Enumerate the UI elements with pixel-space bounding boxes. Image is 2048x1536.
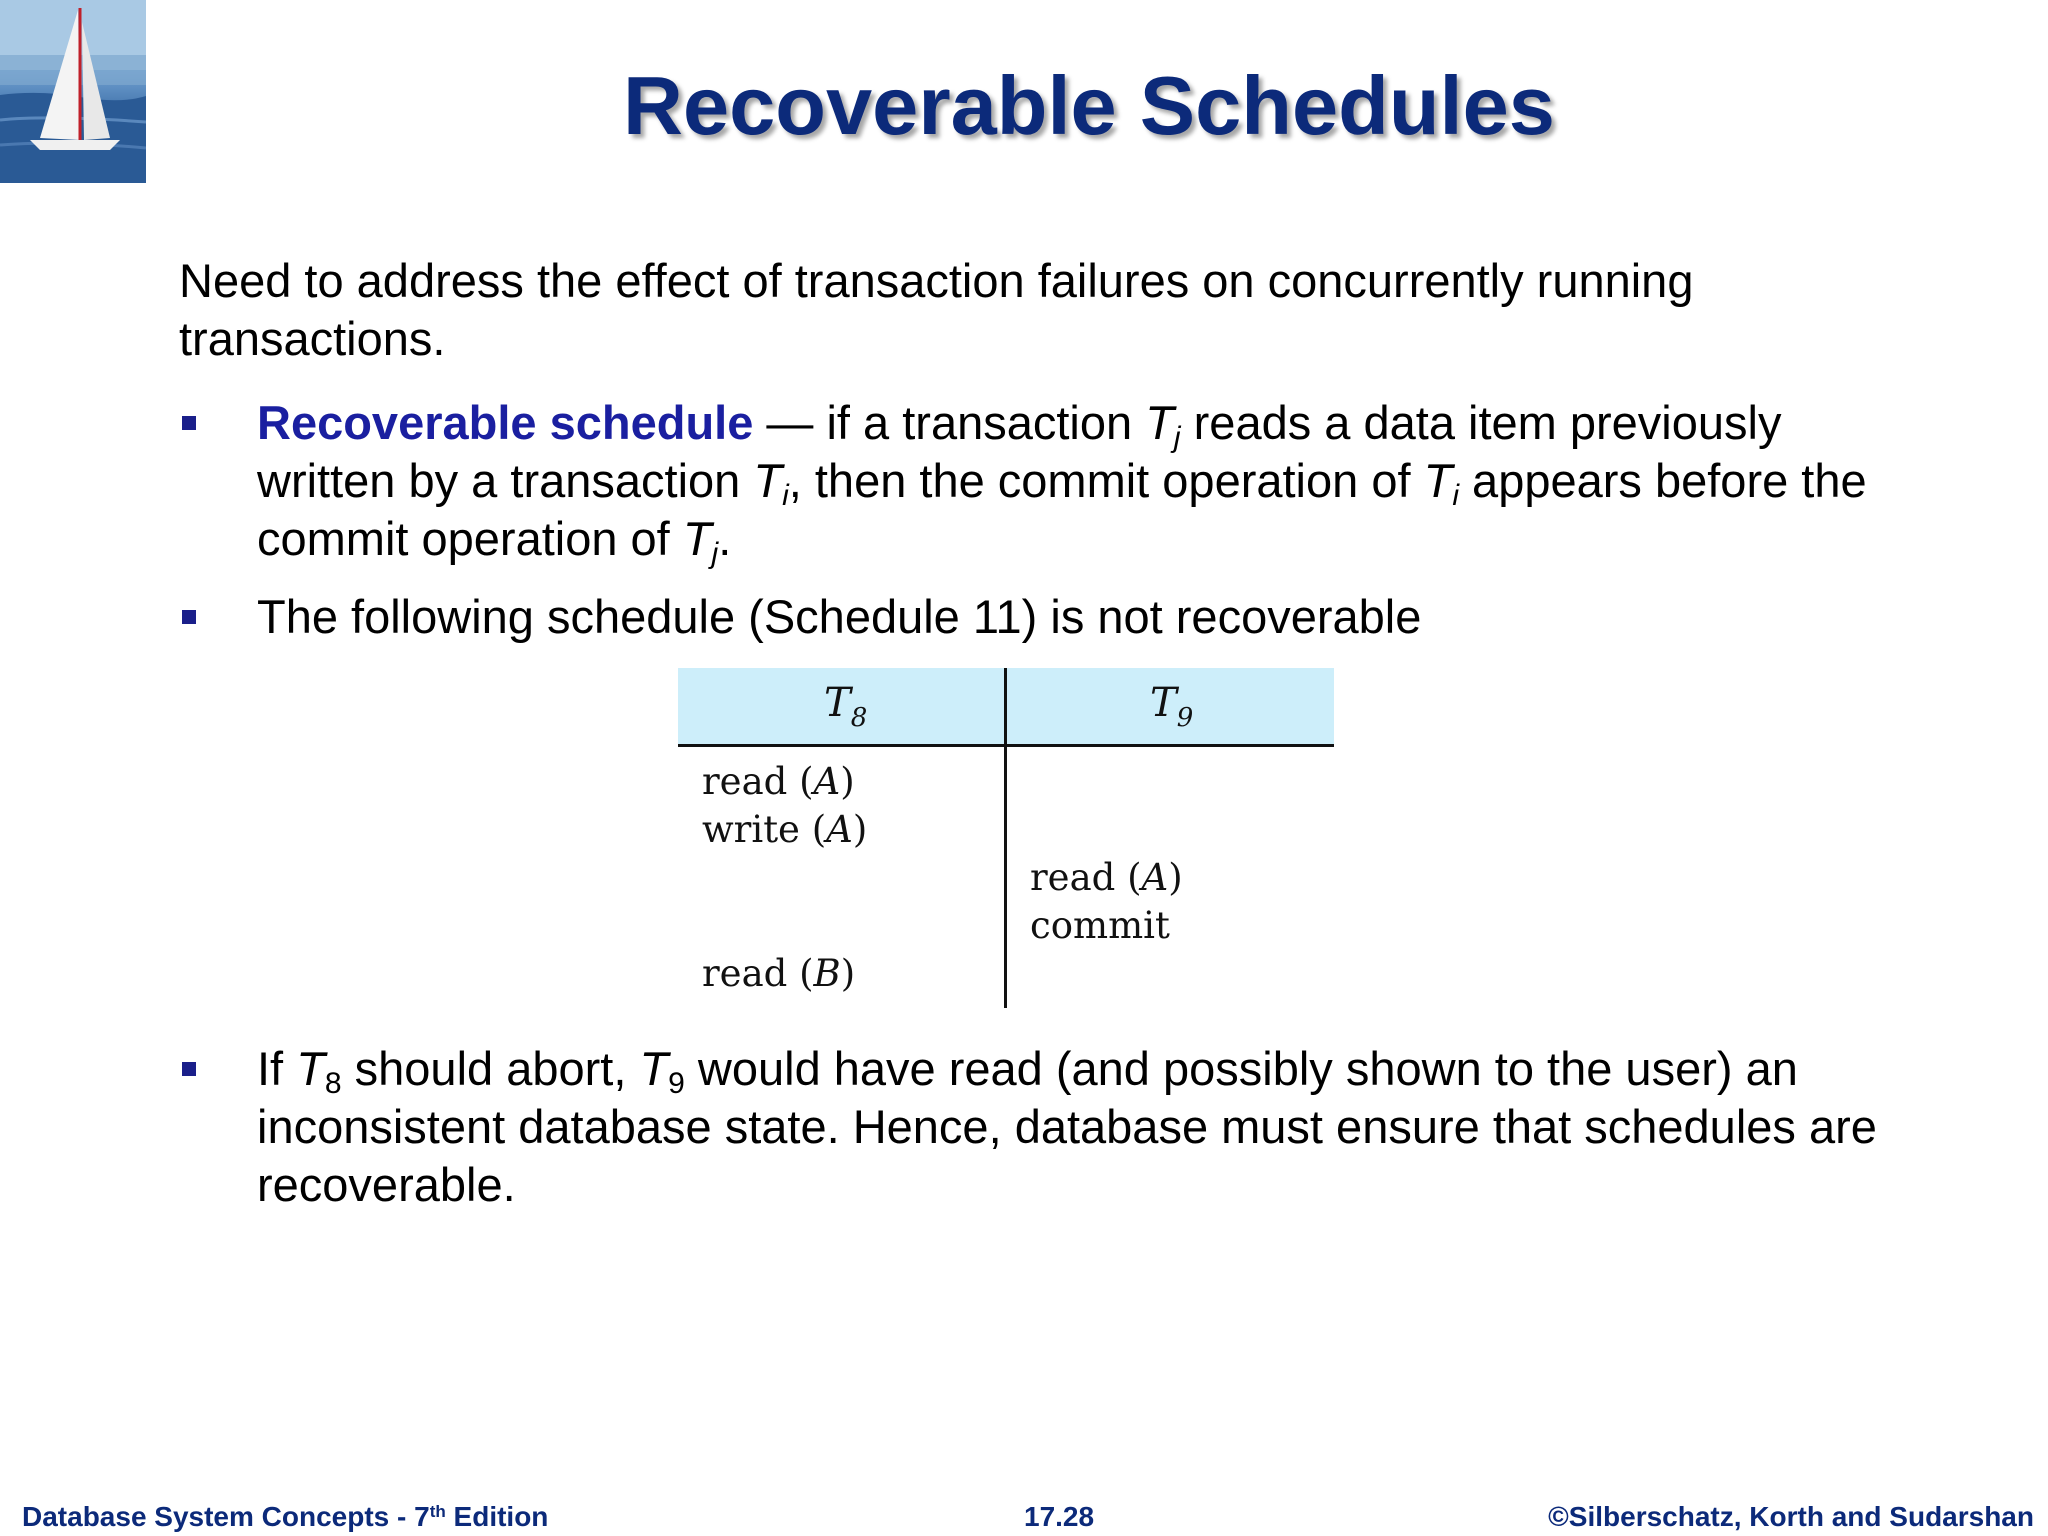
t9-op-read-a: read (A) [1030,856,1183,899]
t9-op-commit: commit [1030,904,1170,947]
bullet-square-icon [182,416,196,430]
footer-book-title: Database System Concepts - 7th Edition [22,1501,549,1532]
slide-title: Recoverable Schedules [623,59,1555,152]
footer-page-number: 17.28 [1024,1501,1095,1532]
column-header-t9: $T_9$ [1150,680,1194,733]
bullet-text: Recoverable schedule — if a transaction $T_j$ reads a data item previously written by a transaction $T_i$, then the commit operation of $T_i$ appears before the commit operation of $T_j$. [257,396,1867,570]
intro-paragraph: Need to address the effect of transaction failures on concurrently running transactions. [179,254,1694,365]
t8-op-write-a: write (A) [702,808,868,851]
bullet-text: The following schedule (Schedule 11) is not recoverable [257,590,1422,643]
schedule-11-table [678,668,1334,1008]
term-recoverable-schedule: Recoverable schedule [257,396,754,449]
t8-op-read-a: read (A) [702,760,855,803]
footer-copyright: ©Silberschatz, Korth and Sudarshan [1548,1501,2034,1532]
t8-op-read-b: read (B) [702,952,856,995]
column-divider [1004,668,1007,1008]
bullet-square-icon [182,610,196,624]
column-header-t8: $T_8$ [824,680,868,733]
bullet-square-icon [182,1062,196,1076]
bullet-text: If $T_8$ should abort, $T_9$ would have read (and possibly shown to the user) an inconsistent database state. Hence, database must ensure that schedules are recoverable. [257,1042,1877,1211]
